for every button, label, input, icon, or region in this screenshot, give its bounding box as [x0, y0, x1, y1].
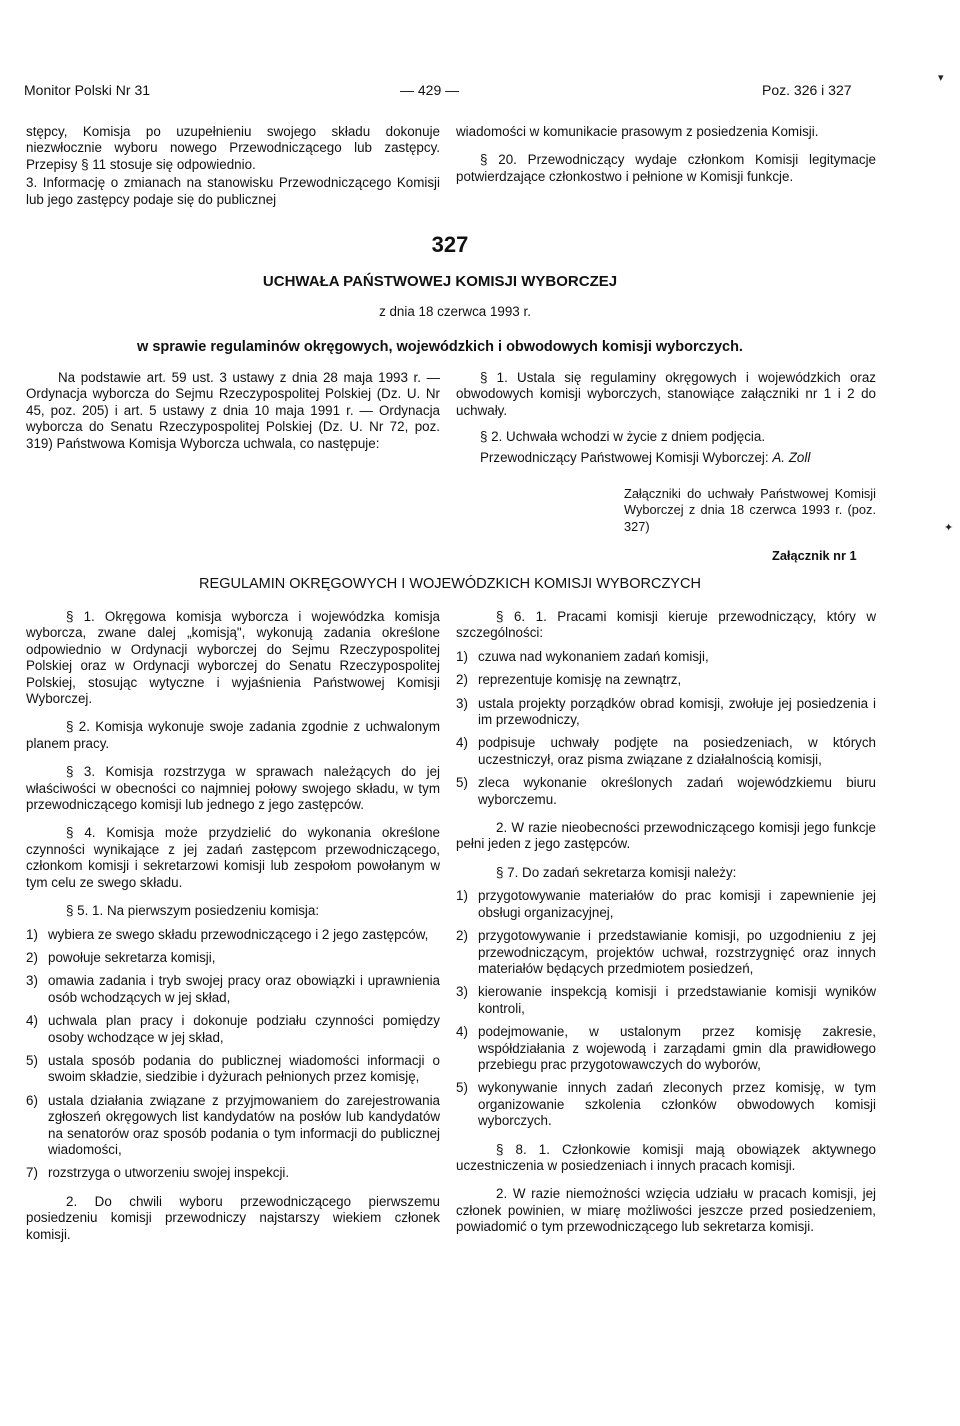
regulation-right-column [456, 609, 876, 1236]
list-item: 3) ustala projekty porządków obrad komisji, zwołuje jej posiedzenia i im przewodniczy, [456, 695, 876, 728]
list-item: 3) kierowanie inspekcją komisji i przedstawianie komisji wyników kontroli, [456, 984, 876, 1016]
annex-label: Załącznik nr 1 [772, 548, 857, 563]
regulation-left-column [26, 609, 440, 1243]
par-8: § 8. 1. Członkowie komisji mają obowiązek aktywnego uczestniczenia w posiedzeniach i innych pracach komisji. [456, 1141, 876, 1173]
par-5: § 5. 1. Na pierwszym posiedzeniu komisja: [66, 903, 320, 919]
resolution-date: z dnia 18 czerwca 1993 r. [379, 304, 531, 319]
par-7: § 7. Do zadań sekretarza komisji należy: [496, 864, 737, 880]
signature-label: Przewodniczący Państwowej Komisji Wyborczej: [480, 449, 769, 465]
par-3: § 3. Komisja rozstrzyga w sprawach należących do jej właściwości w obecności co najmniej połowy swojego składu, w tym przewodniczącego komisji lub jednego z jego zastępców. [26, 764, 440, 813]
resolution-number: 327 [431, 232, 469, 257]
list-item: 2) powołuje sekretarza komisji, [26, 949, 216, 965]
resolution-par-2: § 2. Uchwała wchodzi w życie z dniem podjęcia. [480, 429, 766, 445]
list-item: 4) podpisuje uchwały podjęte na posiedzeniach, w których uczestniczył, oraz pisma związane z działalnością komisji, [456, 735, 876, 767]
list-item: 5) ustala sposób podania do publicznej wiadomości informacji o swoim składzie, siedzibie i dyżurach pełnionych przez komisję, [26, 1052, 440, 1085]
list-item: 5) wykonywanie innych zadań zleconych przez komisję, w tym organizowanie szkolenia członków obwodowych komisji wyborczych. [456, 1080, 876, 1129]
par-1: § 1. Okręgowa komisja wyborcza i wojewódzka komisja wyborcza, zwane dalej „komisją", wykonują zadania określone odpowiednio w Ordynacji wyborczej do Sejmu Rzeczypospolitej Polskiej oraz w Ordynacji wyborczej do Senatu Rzeczypospolitej Polskiej, stosując wytyczne i wyjaśnienia Państwowej Komisji Wyborczej. [26, 609, 440, 707]
par-5-2: 2. Do chwili wyboru przewodniczącego pierwszemu posiedzeniu komisji przewodniczy najstarszy wiekiem członek komisji. [26, 1193, 440, 1242]
list-item: 1) przygotowywanie materiałów do prac komisji i zapewnienie jej obsługi organizacyjnej, [456, 888, 876, 920]
list-item: 4) uchwala plan pracy i dokonuje podziału czynności pomiędzy osoby wchodzące w jej skład, [26, 1013, 440, 1045]
par-6-2: 2. W razie nieobecności przewodniczącego komisji jego funkcje pełni jeden z jego zastępców. [456, 820, 876, 852]
par-2: § 2. Komisja wykonuje swoje zadania zgodnie z uchwalonym planem pracy. [26, 719, 440, 751]
page-number: — 429 — [400, 82, 460, 98]
resolution-paragraphs [456, 370, 876, 466]
top-left-column [26, 124, 440, 208]
top-left-paragraph-1: stępcy, Komisja po uzupełnieniu swojego składu dokonuje niezwłocznie wyboru nowego Przewodniczącego lub zastępcy. Przepisy § 11 stosuje się odpowiednio. [26, 124, 440, 172]
list-item: 6) ustala działania związane z przyjmowaniem do zarejestrowania zgłoszeń okręgowych list kandydatów na posłów lub kandydatów na senatorów oraz sposób podania o tym informacji do publicznej wiadomości, [26, 1092, 440, 1157]
list-item: 7) rozstrzyga o utworzeniu swojej inspekcji. [26, 1165, 290, 1181]
list-item: 1) wybiera ze swego składu przewodniczącego i 2 jego zastępców, [26, 926, 429, 942]
list-item: 4) podejmowanie, w ustalonym przez komisję zakresie, współdziałania z wojewodą i zarządami gmin dla prawidłowego przebiegu prac przygotowawczych do wyborów, [456, 1024, 876, 1072]
par-6: § 6. 1. Pracami komisji kieruje przewodniczący, który w szczególności: [456, 609, 876, 641]
signature-line [456, 450, 876, 466]
list-item: 5) zleca wykonanie określonych zadań wojewódzkiemu biuru wyborczemu. [456, 775, 876, 807]
scan-mark: ✦ [944, 522, 954, 534]
par-4: § 4. Komisja może przydzielić do wykonania określone czynności wynikające z jej zadań zastępcom przewodniczącego, członkom komisji i sekretarzowi komisji lub zespołom powołanym w tym celu ze swego składu. [26, 825, 440, 890]
top-right-column [456, 124, 876, 185]
list-item: 3) omawia zadania i tryb swojej pracy oraz obowiązki i uprawnienia osób wchodzących w jej skład, [26, 973, 440, 1005]
par-8-2: 2. W razie niemożności wzięcia udziału w pracach komisji, jej członek powinien, w miarę możliwości jeszcze przed posiedzeniem, powiadomić o tym przewodniczącego lub sekretarza komisji. [456, 1186, 876, 1235]
header-left: Monitor Polski Nr 31 [24, 82, 151, 98]
top-right-paragraph-2: § 20. Przewodniczący wydaje członkom Komisji legitymacje potwierdzające członkostwo i pełnione w Komisji funkcje. [456, 152, 876, 184]
resolution-par-1: § 1. Ustala się regulaminy okręgowych i wojewódzkich oraz obwodowych komisji wyborczych, stanowiące załączniki nr 1 i 2 do uchwały. [456, 370, 876, 418]
annex-note: Załączniki do uchwały Państwowej Komisji Wyborczej z dnia 18 czerwca 1993 r. (poz. 327) [624, 486, 876, 534]
top-left-paragraph-2: 3. Informację o zmianach na stanowisku Przewodniczącego Komisji lub jego zastępcy podaje się do publicznej [26, 175, 440, 207]
preamble: Na podstawie art. 59 ust. 3 ustawy z dnia 28 maja 1993 r. — Ordynacja wyborcza do Sejmu Rzeczypospolitej Polskiej (Dz. U. Nr 45, poz. 205) i art. 5 ustawy z dnia 10 maja 1991 r. — Ordynacja wyborcza do Senatu Rzeczypospolitej Polskiej (Dz. U. Nr 72, poz. 319) Państwowa Komisja Wyborcza uchwala, co następuje: [26, 370, 440, 451]
list-item: 1) czuwa nad wykonaniem zadań komisji, [456, 648, 709, 664]
list-item: 2) reprezentuje komisję na zewnątrz, [456, 672, 682, 688]
header-right: Poz. 326 i 327 [762, 82, 852, 98]
preamble-column [26, 370, 440, 452]
signature-name: A. Zoll [772, 449, 811, 465]
list-item: 2) przygotowywanie i przedstawianie komisji, po uzgodnieniu z jej przewodniczącym, projektów uchwał, rozstrzygnięć oraz innych materiałów będących przedmiotem posiedzeń, [456, 928, 876, 976]
top-right-paragraph-1: wiadomości w komunikacie prasowym z posiedzenia Komisji. [456, 124, 819, 139]
resolution-subject: w sprawie regulaminów okręgowych, wojewódzkich i obwodowych komisji wyborczych. [137, 339, 743, 355]
resolution-title: UCHWAŁA PAŃSTWOWEJ KOMISJI WYBORCZEJ [262, 273, 618, 290]
scan-mark: ▾ [938, 72, 944, 84]
annex-title: REGULAMIN OKRĘGOWYCH I WOJEWÓDZKICH KOMISJI WYBORCZYCH [199, 576, 701, 592]
